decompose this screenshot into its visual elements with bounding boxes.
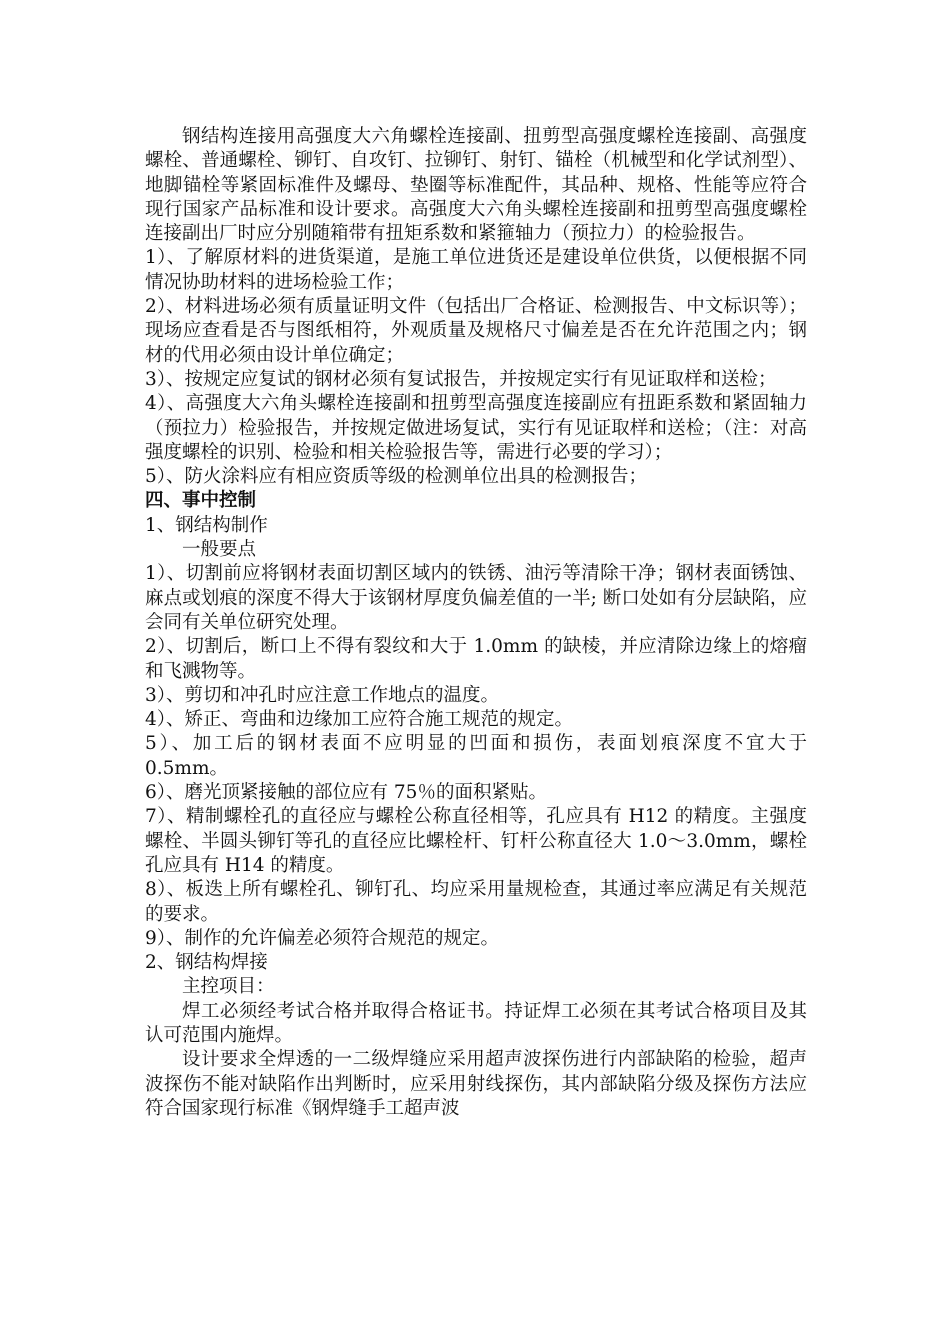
- subheading-main-control-items: 主控项目：: [182, 976, 275, 998]
- list-item-shearing-temperature: 3）、剪切和冲孔时应注意工作地点的温度。: [145, 684, 500, 706]
- paragraph-ultrasonic-testing: 设计要求全焊透的一二级焊缝应采用超声波探伤进行内部缺陷的检验，超声波探伤不能对缺陷作出判断时，应采用射线探伤，其内部缺陷分级及探伤方法应符合国家现行标准《钢焊缝手工超声波: [145, 1049, 807, 1119]
- list-item-fireproof-coating: 5）、防火涂料应有相应资质等级的检测单位出具的检测报告；: [145, 466, 648, 488]
- list-item-hole-gauge-check: 8）、板迭上所有螺栓孔、铆钉孔、均应采用量规检查，其通过率应满足有关规范的要求。: [145, 879, 807, 925]
- list-item-surface-damage: 5）、加工后的钢材表面不应明显的凹面和损伤，表面划痕深度不宜大于 0.5mm。: [145, 733, 807, 779]
- list-item-contact-area: 6）、磨光顶紧接触的部位应有 75％的面积紧贴。: [145, 782, 547, 804]
- subheading-general-points: 一般要点: [182, 539, 257, 561]
- list-item-quality-certificates: 2）、材料进场必须有质量证明文件（包括出厂合格证、检测报告、中文标识等）；现场应查看是否与图纸相符，外观质量及规格尺寸偏差是否在允许范围之内；钢材的代用必须由设计单位确定；: [145, 296, 807, 366]
- list-item-retest-reports: 3）、按规定应复试的钢材必须有复试报告，并按规定实行有见证取样和送检；: [145, 368, 777, 390]
- list-item-straightening: 4）、矫正、弯曲和边缘加工应符合施工规范的规定。: [145, 709, 574, 731]
- list-item-bolt-test-reports: 4）、高强度大六角头螺栓连接副和扭剪型高强度连接副应有扭距系数和紧固轴力（预拉力）检验报告，并按规定做进场复试，实行有见证取样和送检；（注：对高强度螺栓的识别、检验和相关检验报告等，需进行必要的学习）；: [145, 393, 807, 463]
- list-item-fabrication-tolerance: 9）、制作的允许偏差必须符合规范的规定。: [145, 927, 500, 949]
- list-item-bolt-hole-diameter: 7）、精制螺栓孔的直径应与螺栓公称直径相等，孔应具有 H12 的精度。主强度螺栓、半圆头铆钉等孔的直径应比螺栓杆、钉杆公称直径大 1.0～3.0mm，螺栓孔应具有 H14 的精度。: [145, 806, 807, 876]
- paragraph-fastener-requirements: 钢结构连接用高强度大六角螺栓连接副、扭剪型高强度螺栓连接副、高强度螺栓、普通螺栓、铆钉、自攻钉、拉铆钉、射钉、锚栓（机械型和化学试剂型）、地脚锚栓等紧固标准件及螺母、垫圈等标准配件，其品种、规格、性能等应符合现行国家产品标准和设计要求。高强度大六角头螺栓连接副和扭剪型高强度螺栓连接副出厂时应分别随箱带有扭矩系数和紧箍轴力（预拉力）的检验报告。: [145, 126, 807, 245]
- document-body: [145, 125, 807, 1121]
- list-item-after-cutting: 2）、切割后，断口上不得有裂纹和大于 1.0mm 的缺棱，并应清除边缘上的熔瘤和飞溅物等。: [145, 636, 807, 682]
- section-heading-in-process-control: 四、事中控制: [145, 490, 257, 512]
- subsection-heading-fabrication: 1、钢结构制作: [145, 514, 268, 536]
- paragraph-welder-certification: 焊工必须经考试合格并取得合格证书。持证焊工必须在其考试合格项目及其认可范围内施焊。: [145, 1000, 807, 1046]
- subsection-heading-welding: 2、钢结构焊接: [145, 952, 268, 974]
- list-item-material-source: 1）、了解原材料的进货渠道，是施工单位进货还是建设单位供货，以便根据不同情况协助材料的进场检验工作；: [145, 247, 807, 293]
- list-item-cutting-preparation: 1）、切割前应将钢材表面切割区域内的铁锈、油污等清除干净；钢材表面锈蚀、麻点或划痕的深度不得大于该钢材厚度负偏差值的一半; 断口处如有分层缺陷，应会同有关单位研究处理。: [145, 563, 807, 633]
